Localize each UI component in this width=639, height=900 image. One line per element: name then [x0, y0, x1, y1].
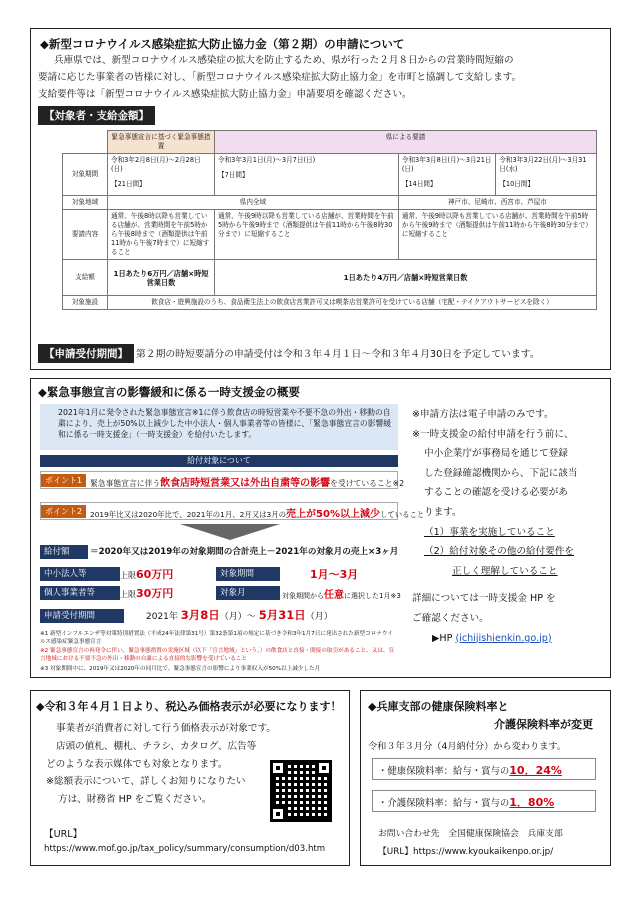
period-text: 第２期の時短要請分の申請受付は令和３年４月１日～令和３年４月30日を予定しています。	[136, 349, 540, 360]
amount-2: 1日あたり4万円／店舗×時短営業日数	[215, 260, 597, 296]
qr-corner-icon	[316, 760, 332, 776]
right-note-7: （1）事業を実施していること	[424, 526, 555, 538]
down-arrow-icon	[180, 524, 280, 540]
right-note-6: ります。	[424, 506, 462, 518]
tag-period: 【申請受付期間】	[38, 344, 134, 363]
acc-label: 申請受付期間	[40, 609, 124, 623]
intro-text: 2021年1月に発令された緊急事態宣言※1に伴う飲食店の時短営業や不要不急の外出・移動の自粛により、売上が50%以上減少した中小法人・個人事業者等の皆様に、「緊急事態宣言の影響緩和に係る一時支援金」（一時支援金）を給付いたします。	[58, 408, 392, 439]
amount-1: 1日あたり6万円／店舗×時短営業日数	[108, 260, 215, 296]
pt2-text	[90, 505, 424, 520]
corp-val-amount: 60万円	[136, 568, 174, 581]
s3-line4: ※総額表示について、詳しくお知りになりたい	[46, 776, 246, 788]
pt1-c: を受けていること※2	[330, 479, 405, 488]
right-notes	[412, 405, 602, 648]
section3-title: ◆令和３年４月１日より、税込み価格表示が必要になります！	[36, 700, 342, 713]
facility-1: 飲食店・遊興施設のうち、食品衛生法上の飲食店営業許可又は喫茶店営業許可を受けている店舗（宅配・テイクアウトサービスを除く）	[108, 296, 597, 310]
row-label-facility: 対象施設	[63, 296, 108, 310]
pt2-label: ポイント2	[41, 505, 86, 518]
s3-line5: 方は、財務省 HP をご覧ください。	[58, 794, 212, 806]
acc-val	[146, 607, 333, 623]
tp-val: 1月～3月	[310, 568, 359, 581]
tag-target: 【対象者・支給金額】	[38, 106, 155, 125]
corp-val-prefix: 上限	[120, 571, 136, 580]
right-note-11: ご確認ください。	[412, 612, 489, 624]
health-rate	[378, 762, 562, 778]
row-label-period: 対象期間	[63, 154, 108, 196]
health-rate-value: 10．24%	[509, 764, 562, 777]
th-emergency: 緊急事態宣言に基づく緊急事態措置	[108, 131, 215, 154]
section4-title-2: 介護保険料率が変更	[494, 718, 593, 731]
th-pref: 県による要請	[215, 131, 597, 154]
health-rate-label: ・健康保険料率：給与・賞与の	[378, 766, 510, 777]
tm-val-c: に選択した1月※3	[344, 592, 401, 600]
s3-line2: 店頭の値札、棚札、チラシ、カタログ、広告等	[56, 740, 257, 752]
tm-val	[282, 586, 401, 601]
pt2-b: 売上が50%以上減少	[286, 509, 380, 520]
s3-url[interactable]: https://www.mof.go.jp/tax_policy/summary/consumption/d03.htm	[44, 844, 326, 854]
s3-url-label: 【URL】	[44, 829, 83, 840]
section2-title: ◆緊急事態宣言の影響緩和に係る一時支援金の概要	[38, 385, 300, 399]
right-note-3: 中小企業庁が事務局を通じて登録	[424, 448, 568, 460]
cond-head: 給付対象について	[40, 455, 398, 467]
qr-corner-icon	[270, 760, 286, 776]
section1-line2: 要請に応じた事業者の皆様に対し、「新型コロナウイルス感染症拡大防止協力金」を市町と協調して支給します。	[38, 72, 522, 83]
note-3: ※3 対象期間中に、2019年又は2020年の同月比で、緊急事態宣言の影響により事業収入が50%以上減少した月	[40, 666, 321, 672]
section4-title-1: ◆兵庫支部の健康保険料率と	[368, 700, 509, 713]
s3-line3: どのような表示媒体でも対象となります。	[46, 758, 228, 770]
section1-title: ◆新型コロナウイルス感染症拡大防止協力金（第２期）の申請について	[40, 37, 405, 51]
s4-url[interactable]: 【URL】https://www.kyoukaikenpo.or.jp/	[378, 847, 554, 857]
pt1-label: ポイント1	[41, 474, 86, 487]
content-2: 通常、午後9時以降も営業している店舗が、営業時間を午前5時から午後9時まで（酒類提供は午前11時から午後8時30分まで）に短縮すること	[215, 210, 399, 260]
acc-end: 5月31日	[258, 608, 306, 622]
pt1-b: 飲食店時短営業又は外出自粛等の影響	[160, 478, 331, 489]
period-2: 令和3年3月1日(月)～3月7日(日)	[218, 156, 316, 164]
pt1-a: 緊急事態宣言に伴う	[90, 479, 161, 488]
acc-year: 2021年	[146, 612, 178, 622]
pt2-c: していること	[379, 510, 425, 519]
right-note-4: した登録確認機関から、下記に該当	[424, 467, 578, 479]
period-1-days: 【21日間】	[111, 180, 146, 188]
period-3: 令和3年3月8日(月)～3月21日(日)	[401, 156, 492, 173]
corp-label: 中小法人等	[40, 567, 120, 581]
area-2: 神戸市、尼崎市、西宮市、芦屋市	[398, 196, 596, 210]
corp-val	[120, 566, 173, 582]
hp-label: ▶HP	[432, 632, 453, 644]
qr-corner-icon	[270, 806, 286, 822]
section1-line1: 兵庫県では、新型コロナウイルス感染症の拡大を防止するため、県が行った２月８日からの営業時間短縮の	[54, 55, 514, 66]
row-label-content: 要請内容	[63, 210, 108, 260]
acc-end-day: （月）	[305, 612, 333, 622]
tm-label: 対象月	[216, 586, 280, 600]
care-rate	[378, 794, 554, 810]
ind-val-prefix: 上限	[120, 590, 136, 599]
right-note-10: 詳細については一時支援金 HP を	[412, 593, 556, 605]
amt-text: ＝2020年又は2019年の対象期間の合計売上－2021年の対象月の売上×3ヶ月	[90, 547, 399, 557]
acc-start: 3月8日	[180, 608, 220, 622]
period-2-days: 【7日間】	[218, 171, 249, 179]
pt1-text	[90, 474, 404, 489]
care-rate-label: ・介護保険料率：給与・賞与の	[378, 798, 510, 809]
period-1: 令和3年2月8日(月)～2月28日(日)	[111, 156, 201, 173]
ind-val	[120, 585, 173, 601]
s3-line1: 事業者が消費者に対して行う価格表示が対象です。	[56, 723, 276, 734]
pt2-a: 2019年比又は2020年比で、2021年の1月、2月又は3月の	[90, 510, 287, 519]
s4-contact: お問い合わせ先 全国健康保険協会 兵庫支部	[378, 829, 563, 839]
period-3-days: 【14日間】	[401, 180, 437, 188]
content-1: 通常、午後8時以降も営業している店舗が、営業時間を午前5時から午後8時まで（酒類提供は午前11時から午後7時まで）に短縮すること	[108, 210, 215, 260]
row-label-amount: 支給額	[63, 260, 108, 296]
ind-label: 個人事業者等	[40, 586, 120, 600]
tm-val-b: 任意	[324, 590, 344, 601]
right-note-1: ※申請方法は電子申請のみです。	[412, 409, 554, 420]
period-4-days: 【10日間】	[499, 180, 535, 188]
period-4: 令和3年3月22日(月)～3月31日(水)	[499, 156, 587, 173]
note-1: ※1 新型インフルエンザ等対策特別措置法（平成24年法律第31号）第32条第1項の規定に基づき令和3年1月7日に発出された新型コロナウイルス感染症緊急事態宣言	[40, 631, 393, 645]
amt-label: 給付額	[40, 545, 88, 559]
area-1: 県内全域	[108, 196, 399, 210]
right-note-5: することの確認を受ける必要があ	[424, 487, 568, 499]
right-note-9: 正しく理解していること	[452, 565, 558, 577]
section3-body	[46, 720, 276, 809]
care-rate-value: 1．80%	[509, 796, 555, 809]
tm-val-a: 対象期間から	[282, 592, 324, 600]
section4-sub: 令和３年３月分（4月納付分）から変わります。	[368, 741, 567, 752]
ind-val-amount: 30万円	[136, 587, 174, 600]
right-note-8: （2）給付対象その他の給付要件を	[424, 546, 575, 558]
acc-mid: （月）～	[219, 612, 256, 622]
note-2: ※2 緊急事態宣言の再発令に伴い、緊急事態措置の実施区域（以下「宣言地域」という。）の飲食店と直接・間接の取引があること、又は、宣言地域における不要不急の外出・移動の自粛による直接的な影響を受けていること	[40, 648, 395, 662]
row-label-area: 対象地域	[63, 196, 108, 210]
hp-link[interactable]: (ichijishienkin.go.jp)	[455, 632, 552, 644]
right-note-2: ※一時支援金の給付申請を行う前に、	[412, 428, 574, 440]
schedule-table	[62, 130, 597, 310]
content-3: 通常、午後9時以降も営業している店舗が、営業時間を午前5時から午後9時まで（酒類提供は午前11時から午後8時30分まで）に短縮すること	[398, 210, 596, 260]
tp-label: 対象期間	[216, 567, 280, 581]
section1-line3: 支給要件等は「新型コロナウイルス感染症拡大防止協力金」申請要項を確認ください。	[38, 89, 412, 100]
